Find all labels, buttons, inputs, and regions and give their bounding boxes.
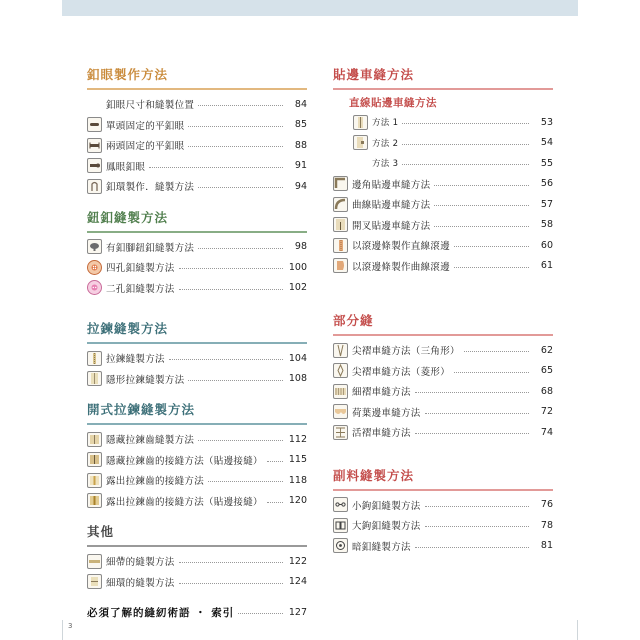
- leader-dots: [434, 204, 529, 206]
- page-number: 85: [294, 119, 307, 131]
- entry-label: 必須了解的縫紉術語 ・ 索引: [87, 606, 235, 619]
- leader-dots: [169, 358, 283, 360]
- triangle-dart-icon: [333, 343, 348, 358]
- page-number: 76: [540, 499, 553, 511]
- leader-dots: [454, 371, 529, 373]
- section-button-sewing: [87, 205, 307, 299]
- method-1-icon: [353, 115, 368, 130]
- leader-dots: [415, 432, 529, 434]
- entry-label: 細帶的縫製方法: [106, 557, 175, 569]
- toc-entry[interactable]: [333, 402, 553, 423]
- entry-label: 方法 1: [372, 118, 399, 129]
- toc-entry[interactable]: [333, 381, 553, 402]
- leader-dots: [198, 247, 283, 249]
- double-bar-tack-buttonhole-icon: [87, 138, 102, 153]
- section-buttonhole: [87, 62, 307, 197]
- toc-entry[interactable]: [333, 174, 553, 195]
- toc-entry[interactable]: [87, 135, 307, 156]
- entry-label: 釦眼尺寸和縫製位置: [106, 100, 195, 112]
- page-number: 118: [288, 474, 307, 486]
- thin-loop-icon: [87, 574, 102, 589]
- entry-label: 釦環製作．縫製方法: [106, 182, 195, 194]
- subsection-title: 直線貼邊車縫方法: [349, 97, 437, 109]
- leader-dots: [188, 125, 283, 127]
- page-number: 102: [288, 282, 307, 294]
- toc-entry[interactable]: [333, 361, 553, 382]
- toc-entry[interactable]: [87, 237, 307, 258]
- small-hook-icon: [333, 497, 348, 512]
- leader-dots: [402, 163, 529, 165]
- four-hole-button-icon: [87, 260, 102, 275]
- leader-dots: [198, 439, 283, 441]
- section-title: 鈕釦縫製方法: [87, 205, 307, 233]
- page-number: 115: [288, 454, 307, 466]
- leader-dots: [434, 225, 529, 227]
- page-number: 68: [540, 385, 553, 397]
- entry-label: 有釦腳鈕釦縫製方法: [106, 242, 195, 254]
- frame-line: [577, 620, 578, 640]
- frame-line: [62, 620, 63, 640]
- page-number: 78: [540, 519, 553, 531]
- page-number: 56: [540, 178, 553, 190]
- toc-entry[interactable]: [87, 551, 307, 572]
- method-2-icon: [353, 135, 368, 150]
- page-number: 98: [294, 241, 307, 253]
- single-bar-tack-buttonhole-icon: [87, 117, 102, 132]
- entry-label: 開叉貼邊車縫方法: [352, 220, 431, 232]
- page-number: 61: [540, 260, 553, 272]
- large-hook-icon: [333, 518, 348, 533]
- page-number: 84: [294, 98, 307, 110]
- leader-dots: [425, 412, 529, 414]
- entry-label: 拉鍊縫製方法: [106, 354, 165, 366]
- thin-strap-icon: [87, 554, 102, 569]
- leader-dots: [464, 350, 529, 352]
- section-title: 部分縫: [333, 308, 553, 336]
- toc-entry[interactable]: [333, 256, 553, 277]
- entry-label: 露出拉鍊齒的接縫方法: [106, 476, 205, 488]
- page-number: 54: [540, 137, 553, 149]
- toc-entry[interactable]: [87, 348, 307, 369]
- entry-label: 尖褶車縫方法（三角形）: [352, 346, 460, 358]
- page-number: 104: [288, 352, 307, 364]
- leader-dots: [425, 525, 529, 527]
- section-title: 拉鍊縫製方法: [87, 316, 307, 344]
- page-number: 94: [294, 180, 307, 192]
- left-column: [87, 62, 307, 623]
- leader-dots: [179, 267, 283, 269]
- straight-binding-icon: [333, 238, 348, 253]
- entry-label: 暗釦縫製方法: [352, 541, 411, 553]
- page-number: 57: [540, 198, 553, 210]
- page-number: 91: [294, 160, 307, 172]
- leader-dots: [238, 612, 283, 614]
- page-number: 124: [288, 576, 307, 588]
- toc-entry[interactable]: [87, 491, 307, 512]
- invisible-zipper-icon: [87, 371, 102, 386]
- toc-entry[interactable]: [333, 422, 553, 443]
- entry-label: 活褶車縫方法: [352, 428, 411, 440]
- toc-entry[interactable]: [333, 235, 553, 256]
- entry-label: 露出拉鍊齒的接縫方法（貼邊接縫）: [106, 496, 263, 508]
- entry-label: 兩頭固定的平釦眼: [106, 141, 185, 153]
- entry-label: 邊角貼邊車縫方法: [352, 179, 431, 191]
- toc-entry[interactable]: [87, 176, 307, 197]
- toc-entry[interactable]: [333, 194, 553, 215]
- leader-dots: [454, 245, 529, 247]
- section-title: 釦眼製作方法: [87, 62, 307, 90]
- leader-dots: [267, 460, 283, 462]
- toc-entry[interactable]: [333, 340, 553, 361]
- leader-dots: [208, 480, 283, 482]
- leader-dots: [179, 288, 283, 290]
- page-number: 60: [540, 239, 553, 251]
- entry-label: 曲線貼邊車縫方法: [352, 200, 431, 212]
- right-column: [333, 62, 553, 556]
- leader-dots: [188, 379, 283, 381]
- leader-dots: [179, 582, 283, 584]
- entry-label: 方法 2: [372, 138, 399, 149]
- toc-entry[interactable]: [87, 278, 307, 299]
- leader-dots: [149, 166, 283, 168]
- leader-dots: [402, 143, 529, 145]
- entry-label: 荷葉邊車縫方法: [352, 407, 421, 419]
- entry-label: 單頭固定的平釦眼: [106, 120, 185, 132]
- toc-entry[interactable]: [87, 257, 307, 278]
- entry-label: 小鉤釦縫製方法: [352, 500, 421, 512]
- keyhole-buttonhole-icon: [87, 158, 102, 173]
- leader-dots: [188, 145, 283, 147]
- page-number: 72: [540, 406, 553, 418]
- leader-dots: [415, 391, 529, 393]
- leader-dots: [402, 122, 529, 124]
- exposed-teeth-zipper-icon: [87, 473, 102, 488]
- toc-entry[interactable]: [333, 536, 553, 557]
- toc-entry[interactable]: [87, 115, 307, 136]
- curve-facing-icon: [333, 197, 348, 212]
- page-number: 62: [540, 344, 553, 356]
- leader-dots: [198, 104, 283, 106]
- entry-label: 細褶車縫方法: [352, 387, 411, 399]
- entry-label: 尖褶車縫方法（菱形）: [352, 366, 451, 378]
- pleat-icon: [333, 425, 348, 440]
- page-number: 88: [294, 139, 307, 151]
- hidden-teeth-facing-icon: [87, 452, 102, 467]
- top-color-band: [62, 0, 578, 16]
- entry-label: 隱藏拉鍊齒的接縫方法（貼邊接縫）: [106, 455, 263, 467]
- section-title: 其他: [87, 519, 307, 547]
- glossary-entry[interactable]: [87, 602, 307, 623]
- leader-dots: [454, 266, 529, 268]
- section-title: 貼邊車縫方法: [333, 62, 553, 90]
- page-number: 120: [288, 495, 307, 507]
- leader-dots: [198, 186, 283, 188]
- toc-entry[interactable]: [87, 156, 307, 177]
- leader-dots: [425, 505, 529, 507]
- exposed-teeth-facing-icon: [87, 493, 102, 508]
- toc-entry[interactable]: [87, 572, 307, 593]
- toc-entry[interactable]: [87, 429, 307, 450]
- gather-icon: [333, 384, 348, 399]
- entry-label: 大鉤釦縫製方法: [352, 521, 421, 533]
- toc-entry[interactable]: [87, 94, 307, 115]
- section-notions: [333, 463, 553, 557]
- slit-facing-icon: [333, 217, 348, 232]
- toc-entry[interactable]: [87, 450, 307, 471]
- button-loop-icon: [87, 179, 102, 194]
- leader-dots: [267, 501, 283, 503]
- leader-dots: [434, 184, 529, 186]
- page-number-footer: 3: [68, 622, 73, 630]
- two-hole-button-icon: [87, 280, 102, 295]
- entry-label: 隱藏拉鍊齒縫製方法: [106, 435, 195, 447]
- leader-dots: [415, 546, 529, 548]
- page-number: 65: [540, 365, 553, 377]
- section-title: 開式拉鍊縫製方法: [87, 397, 307, 425]
- section-others: [87, 519, 307, 592]
- hidden-teeth-zipper-icon: [87, 432, 102, 447]
- page-number: 74: [540, 426, 553, 438]
- entry-label: 隱形拉鍊縫製方法: [106, 374, 185, 386]
- corner-facing-icon: [333, 176, 348, 191]
- shank-button-icon: [87, 239, 102, 254]
- entry-label: 方法 3: [372, 159, 399, 170]
- page-number: 122: [288, 555, 307, 567]
- page-number: 100: [288, 261, 307, 273]
- section-darts: [333, 308, 553, 443]
- toc-entry[interactable]: [333, 153, 553, 174]
- leader-dots: [179, 561, 283, 563]
- snap-button-icon: [333, 538, 348, 553]
- curved-binding-icon: [333, 258, 348, 273]
- section-open-zipper: [87, 397, 307, 511]
- entry-label: 以滾邊條製作直線滾邊: [352, 241, 451, 253]
- zipper-icon: [87, 351, 102, 366]
- section-title: 副料縫製方法: [333, 463, 553, 491]
- entry-label: 四孔釦縫製方法: [106, 263, 175, 275]
- page-number: 112: [288, 433, 307, 445]
- ruffle-icon: [333, 404, 348, 419]
- page-number: 127: [288, 606, 307, 618]
- toc-entry[interactable]: [333, 515, 553, 536]
- toc-entry[interactable]: [333, 215, 553, 236]
- toc-entry[interactable]: [333, 112, 553, 133]
- toc-entry[interactable]: [87, 369, 307, 390]
- toc-entry[interactable]: [87, 470, 307, 491]
- page-number: 108: [288, 373, 307, 385]
- entry-label: 鳳眼釦眼: [106, 161, 146, 173]
- page-number: 53: [540, 116, 553, 128]
- toc-entry[interactable]: [333, 133, 553, 154]
- diamond-dart-icon: [333, 363, 348, 378]
- entry-label: 以滾邊條製作曲線滾邊: [352, 261, 451, 273]
- page-number: 58: [540, 219, 553, 231]
- page-number: 55: [540, 157, 553, 169]
- entry-label: 細環的縫製方法: [106, 577, 175, 589]
- toc-entry[interactable]: [333, 495, 553, 516]
- entry-label: 二孔釦縫製方法: [106, 283, 175, 295]
- page-number: 81: [540, 540, 553, 552]
- section-zipper: [87, 316, 307, 389]
- section-edge-stitching: [333, 62, 553, 276]
